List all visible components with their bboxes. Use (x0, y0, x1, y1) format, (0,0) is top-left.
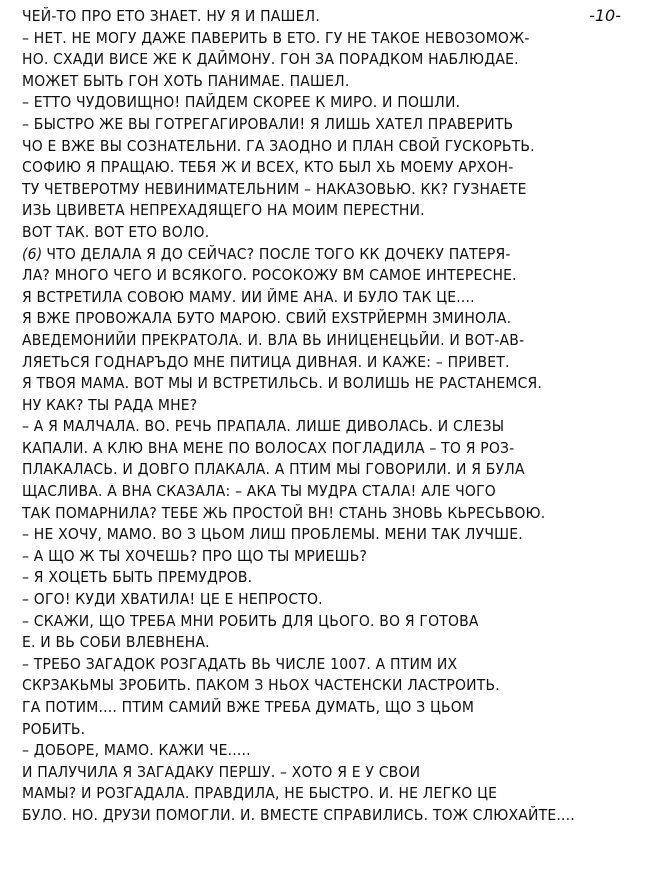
text-line-6: – БЫСТРО ЖЕ ВЫ ГОТРЕГАГИРОВАЛИ! Я ЛИШЬ ХАТЕЛ ПРАВЕРИТЬ (22, 114, 514, 133)
text-line-33: ГА ПОТИМ.... ПТИМ САМИЙ ВЖЕ ТРЕБА ДУМАТЬ, ЩО З ЦЬОМ (22, 698, 475, 716)
text-line-30: Е. И ВЬ СОБИ ВЛЕВНЕНА. (22, 633, 210, 652)
text-line-34: РОБИТЬ. (22, 719, 86, 738)
text-line-8: СОФИЮ Я ПРАЩАЮ. ТЕБЯ Ж И ВСЕХ, КТО БЫЛ ХЬ МОЕМУ АРХОН- (22, 158, 514, 177)
section-marker: (6) (22, 244, 43, 263)
text-line-21: КАПАЛИ. А КЛЮ ВНА МЕНЕ ПО ВОЛОСАХ ПОГЛАДИЛА – ТО Я РОЗ- (22, 438, 515, 457)
text-line-14: Я ВСТРЕТИЛА СОВОЮ МАМУ. ИИ ЙМЕ АНА. И БУЛО ТАК ЦЕ.... (22, 287, 475, 306)
text-line-7: ЧО Е ВЖЕ ВЫ СОЗНАТЕЛЬНИ. ГА ЗАОДНО И ПЛАН СВОЙ ГУСКОРЬТЬ. (22, 136, 535, 155)
text-line-24: ТАК ПОМАРНИЛА? ТЕБЕ ЖЬ ПРОСТОЙ ВН! СТАНЬ ЗНОВЬ КЬРЕСЬВОЮ. (22, 503, 546, 522)
text-line-18: Я ТВОЯ МАМА. ВОТ МЫ И ВСТРЕТИЛЬСЬ. И ВОЛИШЬ НЕ РАСТАНЕМСЯ. (22, 374, 543, 393)
text-line-26: – А ЩО Ж ТЫ ХОЧЕШЬ? ПРО ЩО ТЫ МРИЕШЬ? (22, 546, 368, 565)
text-line-2: – НЕТ. НЕ МОГУ ДАЖЕ ПАВЕРИТЬ В ЕТО. ГУ НЕ ТАКОЕ НЕВОЗОМОЖ- (22, 28, 530, 47)
text-line-28: – ОГО! КУДИ ХВАТИЛА! ЦЕ Е НЕПРОСТО. (22, 590, 323, 609)
text-line-25: – НЕ ХОЧУ, МАМО. ВО З ЦЬОМ ЛИШ ПРОБЛЕМЫ. МЕНИ ТАК ЛУЧШЕ. (22, 525, 523, 544)
text-line-12-content: ЧТО ДЕЛАЛА Я ДО СЕЙЧАС? ПОСЛЕ ТОГО КК ДОЧЕКУ ПАТЕРЯ- (46, 244, 511, 263)
text-line-12 (22, 244, 629, 266)
page-number: -10- (589, 6, 621, 25)
text-line-17: ЛЯЕТЬСЯ ГОДНАРЪДО МНЕ ПИТИЦА ДИВНАЯ. И КАЖЕ: – ПРИВЕТ. (22, 352, 510, 371)
text-line-3: НО. СХАДИ ВИСЕ ЖЕ К ДАЙМОНУ. ГОН ЗА ПОРАДКОМ НАБЛЮДАЕ. (22, 50, 519, 69)
text-line-20: – А Я МАЛЧАЛА. ВО. РЕЧЬ ПРАПАЛА. ЛИШЕ ДИВОЛАСЬ. И СЛЕЗЫ (22, 417, 505, 436)
text-line-23: ЩАСЛИВА. А ВНА СКАЗАЛА: – АКА ТЫ МУДРА СТАЛА! АЛЕ ЧОГО (22, 482, 496, 501)
text-line-37: МАМЫ? И РОЗГАДАЛА. ПРАВДИЛА, НЕ БЫСТРО. И. НЕ ЛЕГКО ЦЕ (22, 784, 498, 803)
text-line-13: ЛА? МНОГО ЧЕГО И ВСЯКОГО. РОСОКОЖУ ВМ САМОЕ ИНТЕРЕСНЕ. (22, 266, 517, 285)
text-line-22: ПЛАКАЛАСЬ. И ДОВГО ПЛАКАЛА. А ПТИМ МЫ ГОВОРИЛИ. И Я БУЛА (22, 460, 525, 479)
text-line-1: ЧЕЙ-ТО ПРО ЕТО ЗНАЕТ. НУ Я И ПАШЕЛ. (22, 7, 320, 25)
text-line-10: ИЗЬ ЦВИВЕТА НЕПРЕХАДЯЩЕГО НА МОИМ ПЕРЕСТНИ. (22, 201, 425, 220)
text-line-5: – ЕТТО ЧУДОВИЩНО! ПАЙДЕМ СКОРЕЕ К МИРО. И ПОШЛИ. (22, 93, 461, 112)
text-line-9: ТУ ЧЕТВЕРОТМУ НЕВИНИМАТЕЛЬНИМ – НАКАЗОВЬЮ. КК? ГУЗНАЕТЕ (22, 179, 527, 198)
text-line-36: И ПАЛУЧИЛА Я ЗАГАДАКУ ПЕРШУ. – ХОТО Я Е У СВОИ (22, 762, 421, 781)
text-line-4: МОЖЕТ БЫТЬ ГОН ХОТЬ ПАНИМАЕ. ПАШЕЛ. (22, 71, 350, 90)
text-line-15: Я ВЖЕ ПРОВОЖАЛА БУТО МАРОЮ. СВИЙ EXSTРЙЕРМН ЗМИНОЛА. (22, 309, 512, 328)
text-line-32: СКРЗАКЬМЫ ЗРОБИТЬ. ПАКОМ З НЬОХ ЧАСТЕНСКИ ЛАСТРОИТЬ. (22, 676, 500, 695)
text-line-27: – Я ХОЦЕТЬ БЫТЬ ПРЕМУДРОВ. (22, 568, 253, 587)
text-line-35: – ДОБОРЕ, МАМО. КАЖИ ЧЕ..... (22, 741, 251, 760)
text-line-38: БУЛО. НО. ДРУЗИ ПОМОГЛИ. И. ВМЕСТЕ СПРАВИЛИСЬ. ТОЖ СЛЮХАЙТЕ.... (22, 805, 575, 824)
text-line-31: – ТРЕБО ЗАГАДОК РОЗГАДАТЬ ВЬ ЧИСЛЕ 1007. А ПТИМ ИХ (22, 654, 458, 673)
text-line-19: НУ КАК? ТЫ РАДА МНЕ? (22, 395, 198, 414)
text-line-29: – СКАЖИ, ЩО ТРЕБА МНИ РОБИТЬ ДЛЯ ЦЬОГО. ВО Я ГОТОВА (22, 611, 479, 630)
text-line-11: ВОТ ТАК. ВОТ ЕТО ВОЛО. (22, 222, 210, 241)
text-line-16: АВЕДЕМОНИЙИ ПРЕКРАТОЛА. И. ВЛА ВЬ ИНИЦЕНЕЦЬЙИ. И ВОТ-АВ- (22, 330, 525, 349)
